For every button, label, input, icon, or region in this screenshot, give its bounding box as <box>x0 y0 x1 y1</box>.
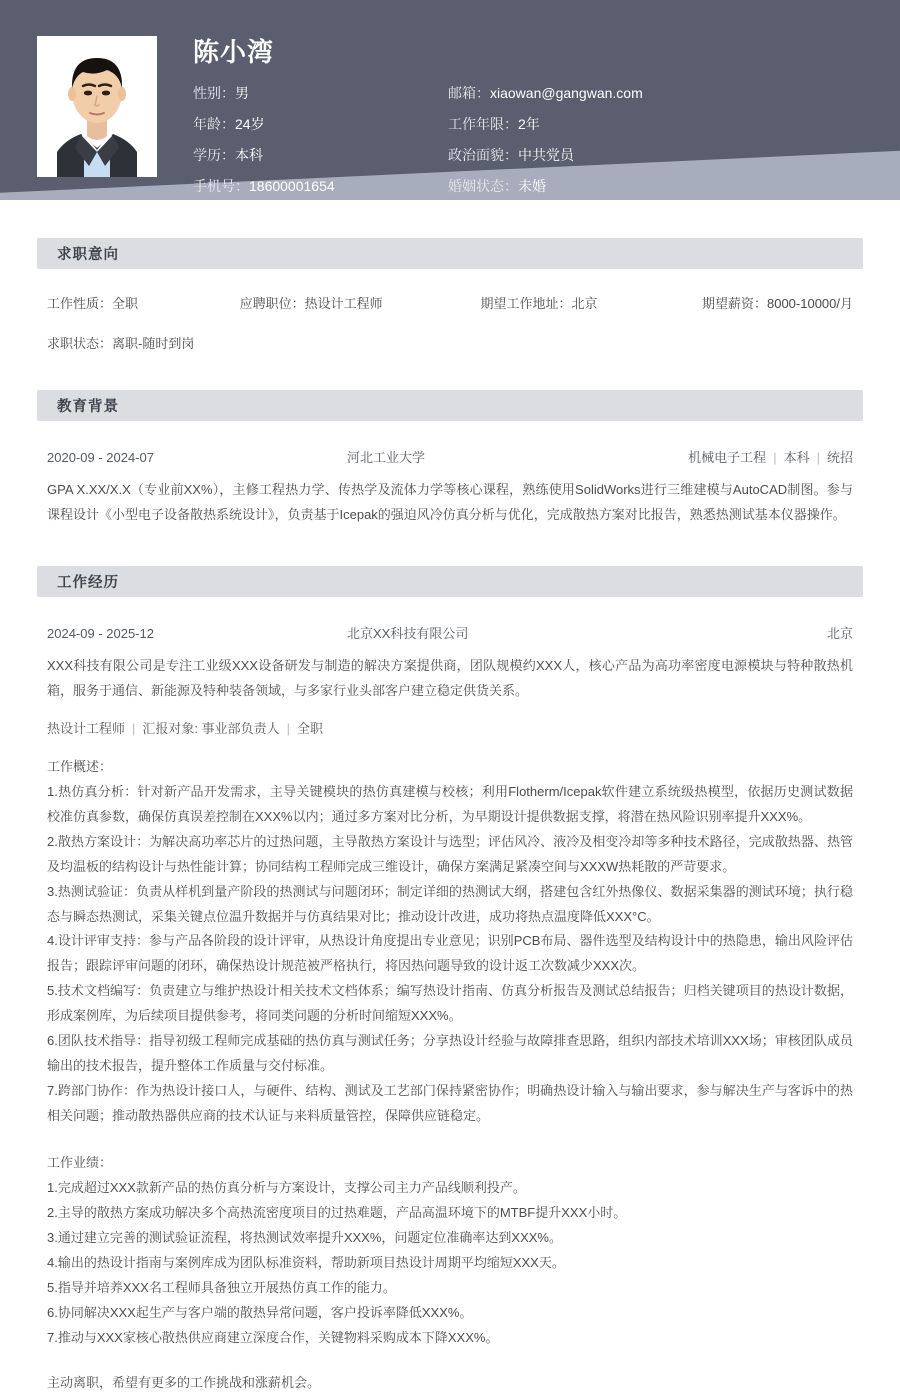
field-job-search-status <box>47 333 247 352</box>
info-experience-years-label: 工作年限： <box>448 115 518 132</box>
work-overview-item: 4.设计评审支持：参与产品各阶段的设计评审，从热设计角度提出专业意见；识别PCB布局、器件选型及结构设计中的热隐患，输出风险评估报告；跟踪评审问题的闭环，确保热设计规范被严格执行，将因热问题导致的设计返工次数减少XXX次。 <box>47 933 853 974</box>
work-closing-note: 主动离职，希望有更多的工作挑战和涨薪机会。 <box>47 1374 321 1390</box>
field-applied-position <box>240 293 481 312</box>
info-education-level <box>193 145 448 166</box>
info-gender-value: 男 <box>235 84 249 101</box>
info-political-status-label: 政治面貌： <box>448 146 518 163</box>
job-intention-block <box>37 293 863 352</box>
job-intention-row-1 <box>47 293 853 312</box>
work-achievement-item: 1.完成超过XXX款新产品的热仿真分析与方案设计，支撑公司主力产品线顺利投产。 <box>47 1180 526 1196</box>
work-location: 北京 <box>826 625 853 641</box>
work-company-name: 北京XX科技有限公司 <box>347 625 469 641</box>
separator-icon: | <box>132 720 136 736</box>
education-block <box>37 447 863 528</box>
education-major: 机械电子工程 <box>688 450 767 465</box>
info-email-value: xiaowan@gangwan.com <box>490 84 643 101</box>
info-gender <box>193 83 448 104</box>
info-marital-status-label: 婚姻状态： <box>448 177 518 194</box>
field-job-nature <box>47 293 240 312</box>
work-overview-item: 2.散热方案设计：为解决高功率芯片的过热问题，主导散热方案设计与选型；评估风冷、液冷及相变冷却等多种技术路径，完成散热器、热管及均温板的结构设计与热性能计算；协同结构工程师完成三维设计，确保方案满足紧凑空间与XXXW热耗散的严苛要求。 <box>47 833 853 874</box>
field-job-search-status-label: 求职状态： <box>47 336 113 351</box>
profile-photo <box>37 36 157 177</box>
work-overview-list <box>47 755 853 1129</box>
education-qualifications <box>688 447 853 466</box>
field-expected-location-value: 北京 <box>571 296 598 311</box>
info-age-label: 年龄： <box>193 115 235 132</box>
work-position: 热设计工程师 <box>47 720 126 736</box>
work-experience-block <box>37 623 863 1395</box>
field-expected-salary-value: 8000-10000/月 <box>766 296 853 311</box>
section-title-education: 教育背景 <box>57 399 119 415</box>
identity-block <box>193 36 900 197</box>
education-description: GPA X.XX/X.X（专业前XX%），主修工程热力学、传热学及流体力学等核心课程，熟练使用SolidWorks进行三维建模与AutoCAD制图。参与课程设计《小型电子设备散热系统设计》，负责基于Icepak的强迫风冷仿真分析与优化，完成散热方案对比报告，熟悉热测试基本仪器操作。 <box>47 482 853 522</box>
field-expected-salary-label: 期望薪资： <box>701 296 767 311</box>
work-achievement-item: 2.主导的散热方案成功解决多个高热流密度项目的过热难题，产品高温环境下的MTBF提升XXX小时。 <box>47 1205 627 1221</box>
info-gender-label: 性别： <box>193 84 235 101</box>
resume-body <box>0 238 900 1395</box>
portrait-illustration <box>37 36 157 177</box>
info-education-level-label: 学历： <box>193 146 235 163</box>
work-achievement-item: 4.输出的热设计指南与案例库成为团队标准资料，帮助新项目热设计周期平均缩短XXX天。 <box>47 1254 565 1270</box>
work-company-intro: XXX科技有限公司是专注工业级XXX设备研发与制造的解决方案提供商，团队规模约XXX人，核心产品为高功率密度电源模块与特种散热机箱，服务于通信、新能源及特种装备领域，与多家行业头部客户建立稳定供货关系。 <box>47 657 853 698</box>
info-email <box>448 83 900 104</box>
work-achievement-item: 3.通过建立完善的测试验证流程，将热测试效率提升XXX%，问题定位准确率达到XXX%。 <box>47 1229 562 1245</box>
field-job-nature-value: 全职 <box>112 296 139 311</box>
section-title-job-intention: 求职意向 <box>57 247 119 263</box>
field-job-nature-label: 工作性质： <box>47 296 113 311</box>
info-email-label: 邮箱： <box>448 84 490 101</box>
work-achievement-list <box>47 1151 853 1351</box>
info-phone <box>193 176 448 197</box>
work-report-to: 汇报对象: 事业部负责人 <box>142 720 280 736</box>
info-phone-value: 18600001654 <box>249 177 335 194</box>
separator-icon: | <box>773 450 777 465</box>
resume-header <box>0 0 900 200</box>
section-header-work-experience <box>37 566 863 597</box>
work-achievement-item: 5.指导并培养XXX名工程师具备独立开展热仿真工作的能力。 <box>47 1279 396 1295</box>
info-political-status <box>448 145 900 166</box>
education-school: 河北工业大学 <box>347 450 426 465</box>
work-role-line <box>47 718 853 737</box>
candidate-name: 陈小湾 <box>193 37 275 67</box>
separator-icon: | <box>816 450 820 465</box>
field-applied-position-value: 热设计工程师 <box>304 296 383 311</box>
education-degree: 本科 <box>783 450 810 465</box>
work-overview-item: 3.热测试验证：负责从样机到量产阶段的热测试与问题闭环；制定详细的热测试大纲，搭建包含红外热像仪、数据采集器的测试环境；执行稳态与瞬态热测试，采集关键点位温升数据并与仿真结果对比；推动设计改进，成功将热点温度降低XXX°C。 <box>47 883 853 924</box>
field-job-search-status-value: 离职-随时到岗 <box>112 336 195 351</box>
section-header-education <box>37 390 863 421</box>
work-overview-item: 1.热仿真分析：针对新产品开发需求，主导关键模块的热仿真建模与校核；利用Flotherm/Icepak软件建立系统级热模型，依据历史测试数据校准仿真参数，确保仿真误差控制在XXX%以内；通过多方案对比分析，为早期设计提供数据支撑，将潜在热风险识别率提升XXX%。 <box>47 783 853 824</box>
job-intention-row-2 <box>47 333 853 352</box>
info-phone-label: 手机号： <box>193 177 249 194</box>
field-applied-position-label: 应聘职位： <box>239 296 305 311</box>
info-marital-status-value: 未婚 <box>518 177 546 194</box>
work-job-type: 全职 <box>297 720 324 736</box>
work-date-range: 2024-09 - 2025-12 <box>47 625 154 641</box>
education-admission-type: 统招 <box>826 450 853 465</box>
work-achievement-item: 6.协同解决XXX起生产与客户端的散热异常问题，客户投诉率降低XXX%。 <box>47 1304 473 1320</box>
work-overview-label: 工作概述： <box>47 758 113 774</box>
info-age <box>193 114 448 135</box>
field-expected-location-label: 期望工作地址： <box>480 296 572 311</box>
work-entry-line <box>47 623 853 642</box>
field-expected-salary <box>702 293 853 312</box>
work-achievement-item: 7.推动与XXX家核心散热供应商建立深度合作，关键物料采购成本下降XXX%。 <box>47 1329 499 1345</box>
field-expected-location <box>480 293 702 312</box>
education-date-range: 2020-09 - 2024-07 <box>47 450 154 465</box>
info-education-level-value: 本科 <box>235 146 263 163</box>
info-political-status-value: 中共党员 <box>518 146 574 163</box>
separator-icon: | <box>286 720 291 736</box>
section-header-job-intention <box>37 238 863 269</box>
header-content <box>0 0 900 197</box>
section-title-work-experience: 工作经历 <box>57 574 119 591</box>
personal-info-grid <box>193 83 900 197</box>
work-overview-item: 5.技术文档编写：负责建立与维护热设计相关技术文档体系；编写热设计指南、仿真分析报告及测试总结报告；归档关键项目的热设计数据，形成案例库，为后续项目提供参考，将同类问题的分析时间缩短XXX%。 <box>47 983 853 1024</box>
work-overview-item: 7.跨部门协作：作为热设计接口人，与硬件、结构、测试及工艺部门保持紧密协作；明确热设计输入与输出要求，参与解决生产与客诉中的热相关问题；推动散热器供应商的技术认证与来料质量管控，保障供应链稳定。 <box>47 1083 853 1124</box>
info-marital-status <box>448 176 900 197</box>
info-age-value: 24岁 <box>235 115 265 132</box>
info-experience-years <box>448 114 900 135</box>
info-experience-years-value: 2年 <box>518 115 540 132</box>
education-entry-line <box>47 447 853 466</box>
work-overview-item: 6.团队技术指导：指导初级工程师完成基础的热仿真与测试任务；分享热设计经验与故障排查思路，组织内部技术培训XXX场；审核团队成员输出的技术报告，提升整体工作质量与交付标准。 <box>47 1033 853 1074</box>
work-achievement-label: 工作业绩： <box>47 1155 113 1171</box>
